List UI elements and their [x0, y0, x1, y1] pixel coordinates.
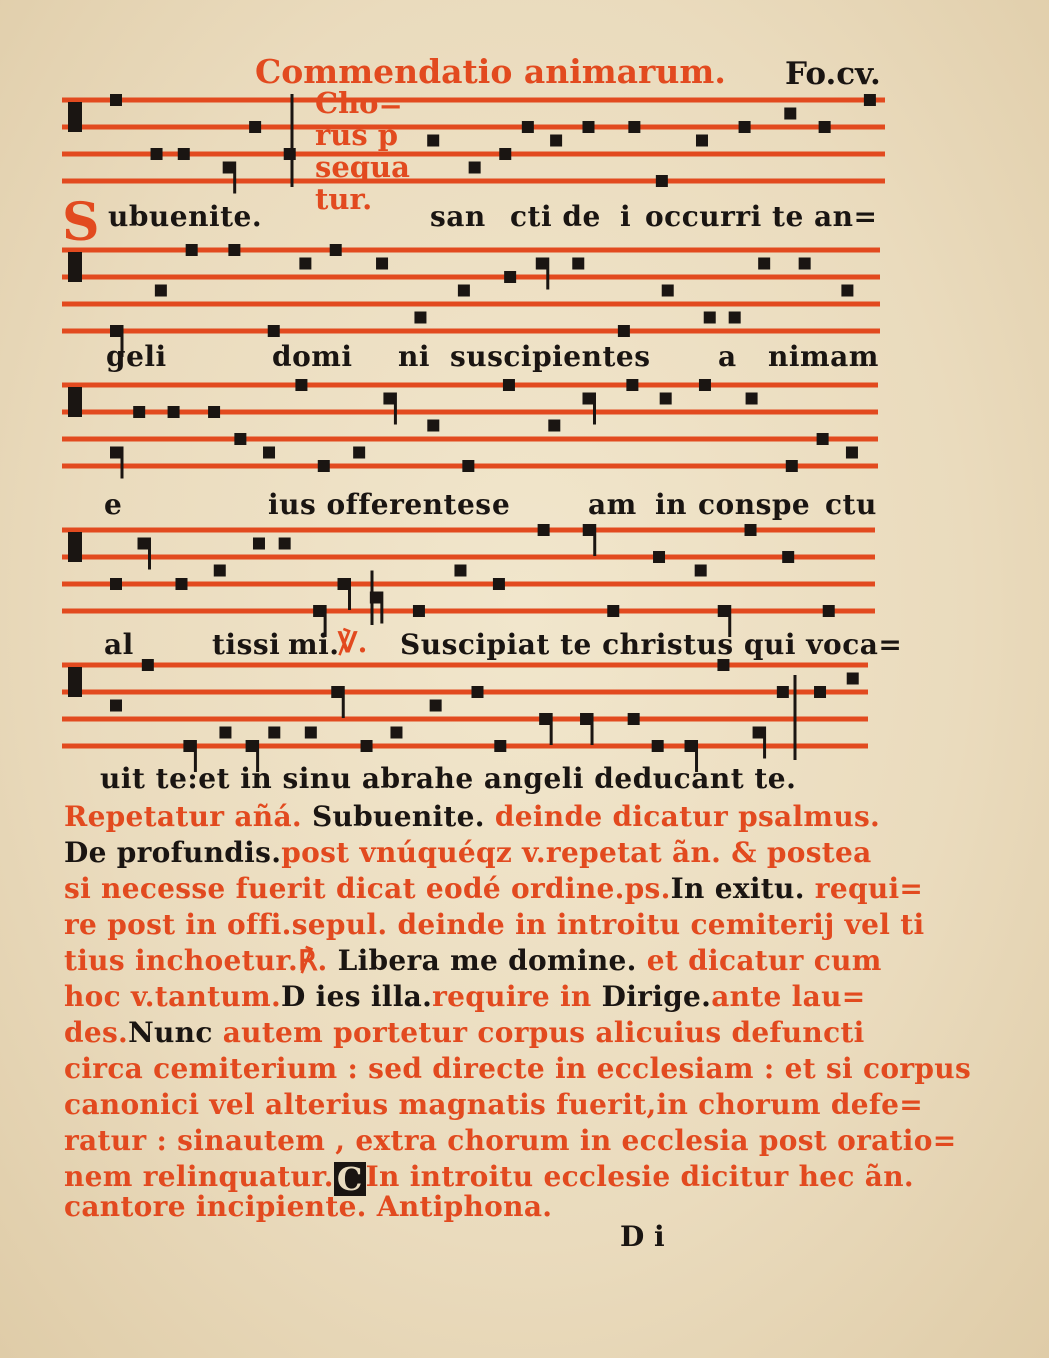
rubric-segment: ante lau= — [711, 980, 866, 1013]
neume-note — [582, 121, 594, 133]
neume-note — [361, 740, 373, 752]
neume-note — [746, 393, 758, 405]
rubric-segment: canonici vel alterius magnatis fuerit,in chorum defe= — [64, 1088, 924, 1121]
neume-note — [430, 700, 442, 712]
neume-note — [685, 740, 697, 752]
neume-note — [330, 244, 342, 256]
neume-note — [704, 312, 716, 324]
page-header-title: Commendatio animarum. — [255, 52, 726, 91]
neume-note — [539, 713, 551, 725]
neume-note — [186, 244, 198, 256]
chorus-rubric-3: sequa — [315, 150, 410, 184]
lyric-3-a: e — [104, 488, 123, 521]
neume-note — [745, 524, 757, 536]
neume-note — [284, 148, 296, 160]
lyric-2-f: nimam — [768, 340, 879, 373]
lyric-4-e: Suscipiat te christus qui voca= — [400, 628, 903, 661]
neume-note — [454, 565, 466, 577]
neume-note — [841, 285, 853, 297]
neume-note — [823, 605, 835, 617]
chorus-rubric-1: Cho= — [315, 86, 403, 120]
neume-note — [462, 460, 474, 472]
rubric-segment: Repetatur añá. — [64, 800, 302, 833]
lyric-2-a: geli — [106, 340, 167, 373]
neume-note — [253, 538, 265, 550]
neume-note — [178, 148, 190, 160]
initial-letter: S — [62, 192, 100, 253]
neume-note — [695, 565, 707, 577]
rubric-line-3 — [64, 872, 923, 905]
neume-note — [784, 108, 796, 120]
rubric-segment: require in — [432, 980, 602, 1013]
rubric-segment: hoc v.tantum. — [64, 980, 282, 1013]
neume-note — [819, 121, 831, 133]
lyric-5-a: uit te:et in sinu abrahe angeli deducant te. — [100, 762, 797, 795]
neume-note — [279, 538, 291, 550]
neume-note — [493, 578, 505, 590]
neume-note — [299, 258, 311, 270]
neume-note — [268, 727, 280, 739]
rubric-segment: D ies illa. — [281, 980, 433, 1013]
lyric-3-e: in — [655, 488, 687, 521]
lyric-3-g: ctu — [825, 488, 877, 521]
neume-note — [582, 393, 594, 405]
neume-note — [469, 162, 481, 174]
neume-note — [110, 325, 122, 337]
clef-mark — [68, 252, 82, 282]
lyric-4-a: al — [104, 628, 134, 661]
neume-note — [607, 605, 619, 617]
neume-note — [538, 524, 550, 536]
rubric-segment: re post in offi.sepul. deinde in introitu cemiterij vel ti — [64, 908, 925, 941]
neume-note — [522, 121, 534, 133]
rubric-segment: n exitu. — [684, 872, 805, 905]
rubric-segment: deinde dicatur psalmus. — [484, 800, 881, 833]
neume-note — [548, 420, 560, 432]
neume-note — [175, 578, 187, 590]
neume-note — [814, 686, 826, 698]
rubric-segment: ℟. — [298, 944, 328, 977]
rubric-segment: De profundis. — [64, 836, 282, 869]
lyric-1-d: i — [620, 200, 632, 233]
neume-note — [234, 433, 246, 445]
rubric-line-8 — [64, 1052, 971, 1085]
rubric-segment: nem relinquatur. — [64, 1160, 334, 1193]
neume-note — [572, 258, 584, 270]
rubric-segment: post vnúquéqz v.repetat ãn. & postea — [281, 836, 872, 869]
rubric-segment: Antiphona. — [366, 1190, 553, 1223]
neume-note — [503, 379, 515, 391]
neume-note — [263, 447, 275, 459]
rubric-line-6 — [64, 980, 865, 1013]
versicle-mark: ℣. — [338, 626, 368, 659]
neume-note — [718, 605, 730, 617]
rubric-line-2 — [64, 836, 872, 869]
neume-note — [376, 258, 388, 270]
neume-note — [653, 551, 665, 563]
neume-note — [786, 460, 798, 472]
lyric-1-a: ubuenite. — [108, 200, 263, 233]
rubric-segment: si necesse fuerit dicat eodé ordine.ps. — [64, 872, 671, 905]
rubric-segment: Nunc — [128, 1016, 213, 1049]
lyric-3-f: conspe — [698, 488, 811, 521]
neume-note — [494, 740, 506, 752]
neume-note — [313, 605, 325, 617]
neume-note — [413, 605, 425, 617]
neume-note — [729, 312, 741, 324]
neume-note — [847, 673, 859, 685]
neume-note — [110, 700, 122, 712]
neume-note — [753, 727, 765, 739]
rubric-segment: tius inchoetur. — [64, 944, 299, 977]
lyric-2-d: suscipientes — [450, 340, 651, 373]
chorus-rubric-4: tur. — [315, 182, 373, 216]
rubric-segment: In introitu ecclesie dicitur hec ãn. — [365, 1160, 914, 1193]
neume-note — [390, 727, 402, 739]
folio-number: Fo.cv. — [785, 56, 881, 92]
neume-note — [353, 447, 365, 459]
rubric-line-1 — [64, 800, 880, 833]
neume-note — [305, 727, 317, 739]
neume-note — [168, 406, 180, 418]
neume-note — [249, 121, 261, 133]
neume-note — [142, 659, 154, 671]
lyric-2-c: ni — [398, 340, 430, 373]
lyric-2-e: a — [718, 340, 737, 373]
rubric-line-5 — [64, 944, 882, 977]
neume-note — [662, 285, 674, 297]
neume-note — [699, 379, 711, 391]
neume-note — [580, 713, 592, 725]
rubric-line-10 — [64, 1124, 956, 1157]
rubric-segment: requi= — [804, 872, 924, 905]
clef-mark — [68, 387, 82, 417]
rubric-segment: autem portetur corpus alicuius defuncti — [212, 1016, 865, 1049]
neume-note — [652, 740, 664, 752]
neume-note — [458, 285, 470, 297]
rubric-segment: des. — [64, 1016, 129, 1049]
neume-note — [777, 686, 789, 698]
neume-note — [471, 686, 483, 698]
rubric-segment: ratur : sinautem , extra chorum in ecclesia post oratio= — [64, 1124, 957, 1157]
neume-note — [696, 135, 708, 147]
neume-note — [110, 578, 122, 590]
neume-note — [550, 135, 562, 147]
initial-c-block: C — [334, 1162, 366, 1196]
neume-note — [110, 94, 122, 106]
neume-note — [268, 325, 280, 337]
lyric-2-b: domi — [272, 340, 353, 373]
rubric-segment: I — [670, 872, 685, 905]
lyric-3-b: ius offerentes — [268, 488, 492, 521]
signature-mark: D i — [620, 1220, 665, 1253]
chorus-rubric-2: rus p — [315, 118, 399, 152]
neume-note — [133, 406, 145, 418]
neume-note — [782, 551, 794, 563]
rubric-line-7 — [64, 1016, 865, 1049]
neume-note — [618, 325, 630, 337]
neume-note — [223, 162, 235, 174]
neume-note — [817, 433, 829, 445]
neume-note — [427, 135, 439, 147]
neume-note — [246, 740, 258, 752]
neume-note — [219, 727, 231, 739]
neume-note — [295, 379, 307, 391]
neume-note — [331, 686, 343, 698]
neume-note — [499, 148, 511, 160]
rubric-segment: Dirige. — [601, 980, 712, 1013]
neume-note — [628, 121, 640, 133]
neume-note — [155, 285, 167, 297]
clef-mark — [68, 667, 82, 697]
neume-note — [228, 244, 240, 256]
rubric-line-12 — [64, 1190, 552, 1223]
neume-note — [799, 258, 811, 270]
neume-note — [536, 258, 548, 270]
neume-note — [208, 406, 220, 418]
lyric-4-c: mi. — [288, 628, 340, 661]
neume-note — [427, 420, 439, 432]
rubric-segment: et dicatur cum — [636, 944, 882, 977]
lyric-1-c: cti de — [510, 200, 601, 233]
lyric-1-b: san — [430, 200, 486, 233]
neume-note — [626, 379, 638, 391]
neume-note — [660, 393, 672, 405]
clef-mark — [68, 102, 82, 132]
lyric-3-c: e — [492, 488, 511, 521]
neume-note — [739, 121, 751, 133]
neume-note — [183, 740, 195, 752]
rubric-segment: Subuenite. — [301, 800, 485, 833]
neume-note — [151, 148, 163, 160]
neume-note — [846, 447, 858, 459]
lyric-1-e: occurri te an= — [645, 200, 878, 233]
rubric-line-9 — [64, 1088, 923, 1121]
neume-note — [318, 460, 330, 472]
neume-note — [110, 447, 122, 459]
neume-note — [583, 524, 595, 536]
neume-note — [628, 713, 640, 725]
rubric-segment: Libera me domine. — [327, 944, 637, 977]
lyric-3-d: am — [588, 488, 637, 521]
rubric-segment: cantore incipiente. — [64, 1190, 367, 1223]
neume-note — [138, 538, 150, 550]
neume-note — [338, 578, 350, 590]
rubric-line-4 — [64, 908, 924, 941]
neume-note — [214, 565, 226, 577]
lyric-4-b: tissi — [212, 628, 281, 661]
neume-note — [504, 271, 516, 283]
clef-mark — [68, 532, 82, 562]
neume-note — [383, 393, 395, 405]
neume-note — [414, 312, 426, 324]
rubric-segment: circa cemiterium : sed directe in ecclesiam : et si corpus — [64, 1052, 972, 1085]
neume-note — [864, 94, 876, 106]
neume-note — [758, 258, 770, 270]
neume-note — [656, 175, 668, 187]
